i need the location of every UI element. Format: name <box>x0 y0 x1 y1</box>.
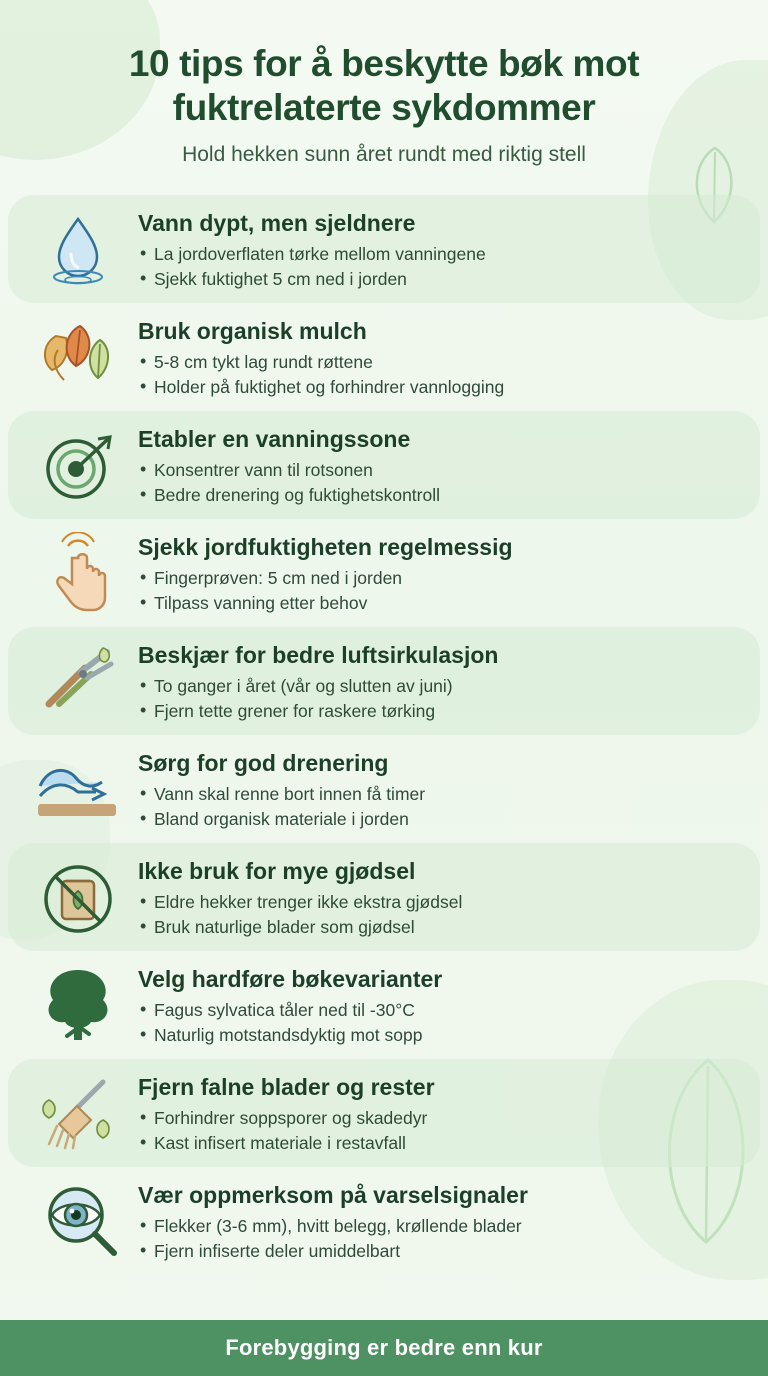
wave-drainage-icon <box>18 746 138 832</box>
tip-bullets <box>138 350 742 400</box>
tip-heading: Etabler en vanningssone <box>138 426 411 453</box>
list-item <box>0 951 768 1059</box>
tip-bullet: • To ganger i året (vår og slutten av juni) <box>138 674 734 699</box>
list-item <box>0 519 768 627</box>
page-header <box>0 0 768 179</box>
tip-heading: Fjern falne blader og rester <box>138 1074 435 1101</box>
tip-bullets <box>138 566 742 616</box>
tip-bullet: • La jordoverflaten tørke mellom vanningene <box>138 242 734 267</box>
tip-bullets <box>138 458 734 508</box>
page-title: 10 tips for å beskytte bøk mot fuktrelaterte sykdommer <box>128 43 640 128</box>
tip-bullet: • Fingerprøven: 5 cm ned i jorden <box>138 566 742 591</box>
list-item-body <box>138 746 742 831</box>
tip-bullet: • Tilpass vanning etter behov <box>138 591 742 616</box>
footer-banner <box>0 1320 768 1376</box>
tip-bullet: • Bedre drenering og fuktighetskontroll <box>138 483 734 508</box>
water-drop-icon <box>18 206 138 292</box>
list-item <box>0 1167 768 1275</box>
tip-bullet: • Flekker (3-6 mm), hvitt belegg, krøllende blader <box>138 1214 742 1239</box>
tip-bullet: • Kast infisert materiale i restavfall <box>138 1131 734 1156</box>
no-fertilizer-icon <box>18 854 138 940</box>
list-item-body <box>138 530 742 615</box>
tip-bullets <box>138 890 734 940</box>
tip-bullet: • Eldre hekker trenger ikke ekstra gjødsel <box>138 890 734 915</box>
tip-bullet: • Vann skal renne bort innen få timer <box>138 782 742 807</box>
tip-bullets <box>138 1214 742 1264</box>
list-item <box>8 843 760 951</box>
tip-bullet: • 5-8 cm tykt lag rundt røttene <box>138 350 742 375</box>
list-item <box>0 303 768 411</box>
tip-heading: Beskjær for bedre luftsirkulasjon <box>138 642 499 669</box>
list-item-body <box>138 1070 734 1155</box>
broom-leaves-icon <box>18 1070 138 1156</box>
tip-bullet: • Fjern tette grener for raskere tørking <box>138 699 734 724</box>
tip-bullet: • Bruk naturlige blader som gjødsel <box>138 915 734 940</box>
hand-touch-icon <box>18 530 138 616</box>
tip-bullet: • Holder på fuktighet og forhindrer vannlogging <box>138 375 742 400</box>
page-subtitle: Hold hekken sunn året rundt med riktig stell <box>182 143 586 167</box>
tip-bullet: • Bland organisk materiale i jorden <box>138 807 742 832</box>
tip-heading: Velg hardføre bøkevarianter <box>138 966 443 993</box>
target-arrow-icon <box>18 422 138 508</box>
list-item-body <box>138 1178 742 1263</box>
tip-bullet: • Sjekk fuktighet 5 cm ned i jorden <box>138 267 734 292</box>
tip-bullet: • Konsentrer vann til rotsonen <box>138 458 734 483</box>
leaves-icon <box>18 314 138 400</box>
list-item-body <box>138 962 742 1047</box>
tip-heading: Bruk organisk mulch <box>138 318 367 345</box>
tip-bullets <box>138 782 742 832</box>
tip-heading: Sørg for god drenering <box>138 750 389 777</box>
tip-bullet: • Forhindrer soppsporer og skadedyr <box>138 1106 734 1131</box>
list-item <box>8 627 760 735</box>
tip-bullet: • Fjern infiserte deler umiddelbart <box>138 1239 742 1264</box>
tip-bullets <box>138 242 734 292</box>
list-item <box>0 735 768 843</box>
footer-text: Forebygging er bedre enn kur <box>225 1335 543 1360</box>
list-item-body <box>138 206 734 291</box>
list-item <box>8 195 760 303</box>
list-item <box>8 1059 760 1167</box>
list-item-body <box>138 638 734 723</box>
tip-heading: Ikke bruk for mye gjødsel <box>138 858 416 885</box>
tip-bullets <box>138 1106 734 1156</box>
eye-magnifier-icon <box>18 1178 138 1264</box>
pruning-shears-icon <box>18 638 138 724</box>
tip-heading: Vann dypt, men sjeldnere <box>138 210 416 237</box>
tip-heading: Vær oppmerksom på varselsignaler <box>138 1182 528 1209</box>
tip-bullet: • Naturlig motstandsdyktig mot sopp <box>138 1023 742 1048</box>
tip-bullet: • Fagus sylvatica tåler ned til -30°C <box>138 998 742 1023</box>
tip-heading: Sjekk jordfuktigheten regelmessig <box>138 534 513 561</box>
tree-icon <box>18 962 138 1048</box>
tips-list <box>0 195 768 1275</box>
list-item-body <box>138 422 734 507</box>
tip-bullets <box>138 674 734 724</box>
tip-bullets <box>138 998 742 1048</box>
list-item-body <box>138 854 734 939</box>
list-item-body <box>138 314 742 399</box>
list-item <box>8 411 760 519</box>
